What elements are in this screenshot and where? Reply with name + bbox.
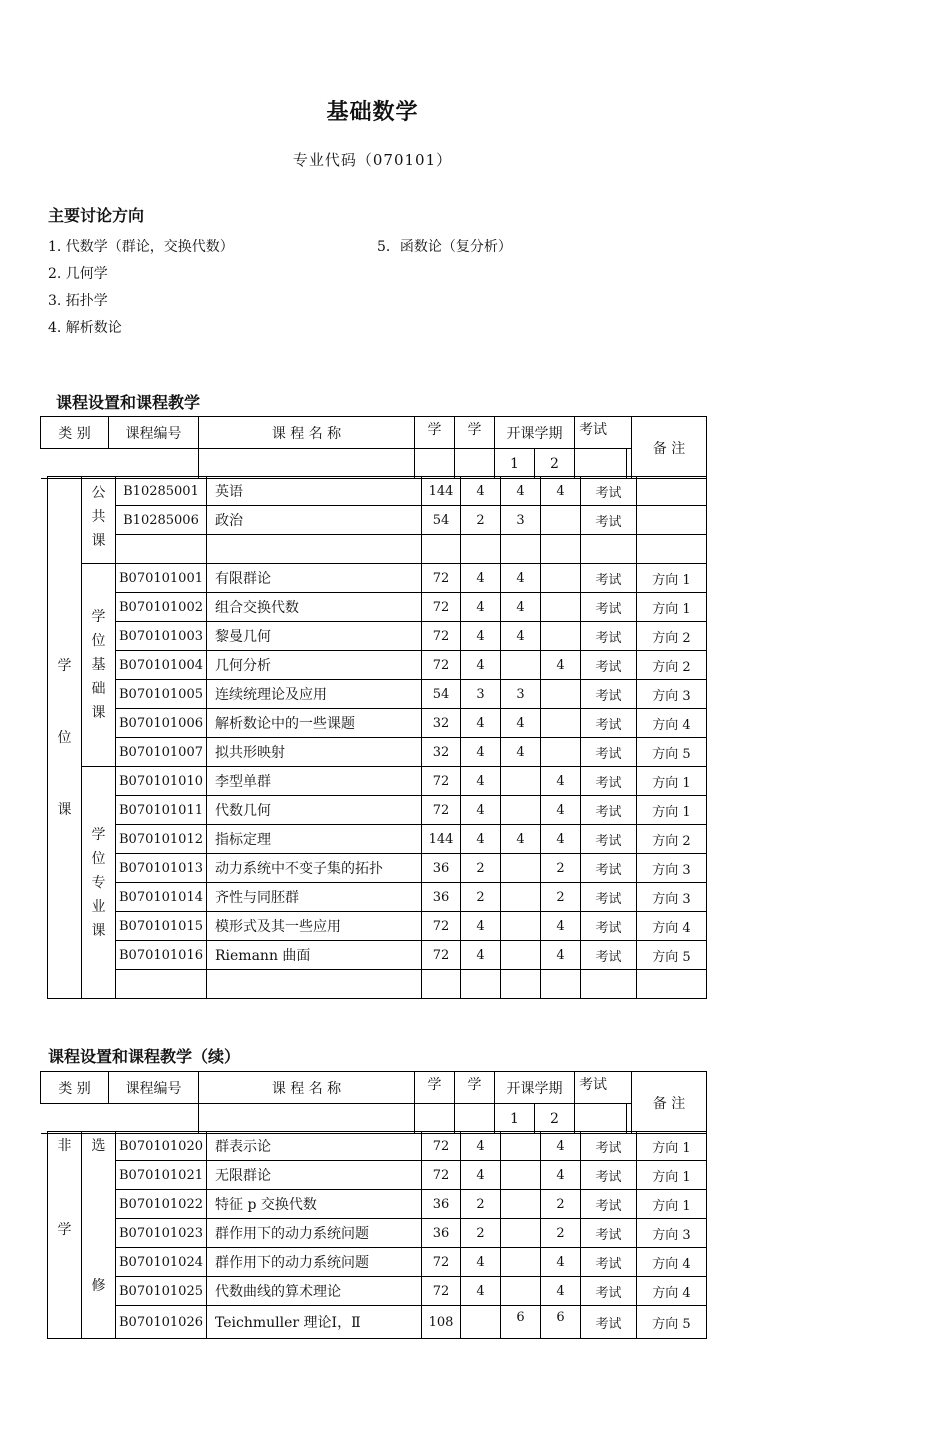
course-hours: 72 bbox=[422, 767, 461, 796]
course-credits: 4 bbox=[461, 1132, 501, 1161]
course-exam: 考试 bbox=[581, 1248, 637, 1277]
course-sem1: 4 bbox=[501, 477, 541, 506]
course-sem1 bbox=[501, 1248, 541, 1277]
course-name: 代数曲线的算术理论 bbox=[207, 1277, 422, 1306]
course-name: 齐性与同胚群 bbox=[207, 883, 422, 912]
course-credits: 4 bbox=[461, 796, 501, 825]
header-semester: 开课学期 bbox=[495, 1072, 575, 1104]
course-remark: 方向 3 bbox=[637, 854, 707, 883]
table-row bbox=[48, 825, 707, 854]
course-exam: 考试 bbox=[581, 941, 637, 970]
course-sem2 bbox=[541, 535, 581, 564]
course-code: B070101012 bbox=[116, 825, 207, 854]
group-char-1: 非 bbox=[57, 1138, 72, 1154]
subgroup-public: 公 共 课 bbox=[82, 477, 116, 564]
course-name: 政治 bbox=[207, 506, 422, 535]
course-hours: 72 bbox=[422, 1161, 461, 1190]
header-blank-gap bbox=[627, 449, 632, 479]
header-blank bbox=[41, 449, 199, 479]
subgroup-elective bbox=[82, 1132, 116, 1339]
table-row bbox=[48, 738, 707, 767]
course-code: B070101026 bbox=[116, 1306, 207, 1339]
course-name: 指标定理 bbox=[207, 825, 422, 854]
course-hours: 36 bbox=[422, 883, 461, 912]
table-row bbox=[48, 1161, 707, 1190]
header-sem1: 1 bbox=[495, 449, 535, 479]
course-code: B070101014 bbox=[116, 883, 207, 912]
course-remark: 方向 1 bbox=[637, 1132, 707, 1161]
course-exam: 考试 bbox=[581, 1306, 637, 1339]
course-remark: 方向 5 bbox=[637, 941, 707, 970]
course-credits: 4 bbox=[461, 622, 501, 651]
course-credits: 2 bbox=[461, 1190, 501, 1219]
course-sem2: 2 bbox=[541, 1219, 581, 1248]
course-sem1 bbox=[501, 1161, 541, 1190]
course-hours: 72 bbox=[422, 1277, 461, 1306]
header-name: 课 程 名 称 bbox=[199, 417, 415, 449]
subgroup-basic: 学 位 基 础 课 bbox=[82, 564, 116, 767]
table-row bbox=[48, 1306, 707, 1339]
table-row bbox=[48, 564, 707, 593]
header-blank-exam bbox=[575, 449, 627, 479]
table-row bbox=[48, 1190, 707, 1219]
course-sem2: 6 bbox=[541, 1306, 581, 1339]
course-sem1: 3 bbox=[501, 506, 541, 535]
course-hours bbox=[422, 970, 461, 999]
group-non-degree bbox=[48, 1132, 82, 1339]
header-credits: 学 bbox=[455, 417, 495, 449]
course-sem2: 2 bbox=[541, 1190, 581, 1219]
sub-char-2: 修 bbox=[91, 1278, 106, 1294]
major-code: 专业代码（070101） bbox=[292, 151, 453, 169]
table-row bbox=[48, 767, 707, 796]
table-row bbox=[48, 651, 707, 680]
course-hours: 72 bbox=[422, 796, 461, 825]
course-exam: 考试 bbox=[581, 767, 637, 796]
course-name: 群作用下的动力系统问题 bbox=[207, 1248, 422, 1277]
course-sem2: 4 bbox=[541, 912, 581, 941]
course-hours: 72 bbox=[422, 1132, 461, 1161]
header-remark: 备 注 bbox=[632, 417, 707, 479]
table2-body bbox=[47, 1131, 707, 1339]
course-sem2 bbox=[541, 564, 581, 593]
course-exam bbox=[581, 970, 637, 999]
course-credits bbox=[461, 535, 501, 564]
course-remark: 方向 2 bbox=[637, 825, 707, 854]
course-sem1 bbox=[501, 1132, 541, 1161]
course-name: 连续统理论及应用 bbox=[207, 680, 422, 709]
header-semester: 开课学期 bbox=[495, 417, 575, 449]
table2-header bbox=[40, 1071, 707, 1134]
course-sem2: 4 bbox=[541, 796, 581, 825]
course-name: 无限群论 bbox=[207, 1161, 422, 1190]
course-sem2: 4 bbox=[541, 1161, 581, 1190]
header-blank-credits bbox=[455, 1104, 495, 1134]
course-code: B070101004 bbox=[116, 651, 207, 680]
header-hours: 学 bbox=[415, 417, 455, 449]
course-code: B070101020 bbox=[116, 1132, 207, 1161]
course-credits: 2 bbox=[461, 883, 501, 912]
course-code: B070101021 bbox=[116, 1161, 207, 1190]
course-exam: 考试 bbox=[581, 1219, 637, 1248]
course-hours: 36 bbox=[422, 1190, 461, 1219]
course-exam: 考试 bbox=[581, 883, 637, 912]
header-blank-name bbox=[199, 449, 415, 479]
course-sem2 bbox=[541, 738, 581, 767]
course-sem2: 2 bbox=[541, 854, 581, 883]
course-name: 代数几何 bbox=[207, 796, 422, 825]
table-row bbox=[48, 854, 707, 883]
course-credits: 4 bbox=[461, 1161, 501, 1190]
course-sem1 bbox=[501, 535, 541, 564]
course-name: 动力系统中不变子集的拓扑 bbox=[207, 854, 422, 883]
course-hours: 108 bbox=[422, 1306, 461, 1339]
direction-1: 1. 代数学（群论，交换代数） bbox=[48, 239, 234, 255]
course-code: B070101010 bbox=[116, 767, 207, 796]
course-sem1: 4 bbox=[501, 825, 541, 854]
course-exam: 考试 bbox=[581, 796, 637, 825]
course-exam: 考试 bbox=[581, 854, 637, 883]
course-code: B070101011 bbox=[116, 796, 207, 825]
course-sem2 bbox=[541, 970, 581, 999]
course-sem2: 4 bbox=[541, 1248, 581, 1277]
header-code: 课程编号 bbox=[109, 417, 199, 449]
course-sem2: 4 bbox=[541, 1132, 581, 1161]
table-row bbox=[48, 1132, 707, 1161]
course-remark: 方向 3 bbox=[637, 680, 707, 709]
course-sem1: 4 bbox=[501, 622, 541, 651]
course-hours: 32 bbox=[422, 738, 461, 767]
table-row bbox=[48, 796, 707, 825]
sub-char-1: 选 bbox=[91, 1138, 106, 1154]
header-blank-gap bbox=[627, 1104, 632, 1134]
table-row bbox=[48, 593, 707, 622]
course-credits: 4 bbox=[461, 767, 501, 796]
course-credits: 4 bbox=[461, 912, 501, 941]
table-row bbox=[48, 535, 707, 564]
course-hours: 54 bbox=[422, 680, 461, 709]
course-sem1: 3 bbox=[501, 680, 541, 709]
course-code: B070101025 bbox=[116, 1277, 207, 1306]
course-name: 解析数论中的一些课题 bbox=[207, 709, 422, 738]
course-credits: 4 bbox=[461, 1277, 501, 1306]
course-remark: 方向 1 bbox=[637, 593, 707, 622]
course-code: B070101003 bbox=[116, 622, 207, 651]
header-code: 课程编号 bbox=[109, 1072, 199, 1104]
table1-heading: 课程设置和课程教学 bbox=[56, 393, 201, 412]
header-sem2: 2 bbox=[535, 1104, 575, 1134]
course-name: 特征 p 交换代数 bbox=[207, 1190, 422, 1219]
header-category: 类 别 bbox=[41, 417, 109, 449]
course-sem2: 4 bbox=[541, 1277, 581, 1306]
course-hours: 72 bbox=[422, 941, 461, 970]
subgroup-major: 学 位 专 业 课 bbox=[82, 767, 116, 999]
table2-heading: 课程设置和课程教学（续） bbox=[48, 1047, 241, 1066]
course-sem1 bbox=[501, 883, 541, 912]
course-name: 几何分析 bbox=[207, 651, 422, 680]
course-hours: 144 bbox=[422, 825, 461, 854]
course-name bbox=[207, 535, 422, 564]
course-name bbox=[207, 970, 422, 999]
course-hours: 36 bbox=[422, 854, 461, 883]
header-blank bbox=[41, 1104, 199, 1134]
course-code: B10285001 bbox=[116, 477, 207, 506]
header-sem2: 2 bbox=[535, 449, 575, 479]
course-sem2: 4 bbox=[541, 651, 581, 680]
course-sem1 bbox=[501, 912, 541, 941]
course-sem1 bbox=[501, 1219, 541, 1248]
course-sem1 bbox=[501, 970, 541, 999]
course-sem2: 4 bbox=[541, 767, 581, 796]
course-remark: 方向 4 bbox=[637, 1277, 707, 1306]
course-name: 拟共形映射 bbox=[207, 738, 422, 767]
course-code: B070101023 bbox=[116, 1219, 207, 1248]
course-code: B070101002 bbox=[116, 593, 207, 622]
course-code: B070101016 bbox=[116, 941, 207, 970]
course-sem1: 4 bbox=[501, 593, 541, 622]
direction-4: 4. 解析数论 bbox=[48, 320, 122, 336]
course-hours: 72 bbox=[422, 564, 461, 593]
course-remark: 方向 1 bbox=[637, 564, 707, 593]
course-credits: 4 bbox=[461, 1248, 501, 1277]
course-sem1 bbox=[501, 796, 541, 825]
course-sem2: 4 bbox=[541, 825, 581, 854]
course-exam: 考试 bbox=[581, 477, 637, 506]
header-blank-credits bbox=[455, 449, 495, 479]
course-credits: 4 bbox=[461, 825, 501, 854]
course-exam: 考试 bbox=[581, 506, 637, 535]
course-code: B070101015 bbox=[116, 912, 207, 941]
course-hours bbox=[422, 535, 461, 564]
course-exam: 考试 bbox=[581, 825, 637, 854]
course-remark: 方向 4 bbox=[637, 709, 707, 738]
course-hours: 72 bbox=[422, 622, 461, 651]
table-row bbox=[48, 506, 707, 535]
header-blank-name bbox=[199, 1104, 415, 1134]
course-sem1: 4 bbox=[501, 564, 541, 593]
course-remark: 方向 2 bbox=[637, 651, 707, 680]
course-exam: 考试 bbox=[581, 564, 637, 593]
course-sem1 bbox=[501, 1277, 541, 1306]
group-char-2: 学 bbox=[57, 1222, 72, 1238]
course-code bbox=[116, 970, 207, 999]
course-remark: 方向 1 bbox=[637, 1161, 707, 1190]
course-remark: 方向 1 bbox=[637, 796, 707, 825]
course-code: B10285006 bbox=[116, 506, 207, 535]
course-sem2 bbox=[541, 680, 581, 709]
course-hours: 72 bbox=[422, 593, 461, 622]
course-sem2 bbox=[541, 593, 581, 622]
course-credits: 2 bbox=[461, 506, 501, 535]
table-row bbox=[48, 941, 707, 970]
header-exam: 考试 bbox=[575, 417, 632, 449]
course-hours: 36 bbox=[422, 1219, 461, 1248]
course-exam: 考试 bbox=[581, 1132, 637, 1161]
table-row bbox=[48, 622, 707, 651]
course-sem2: 4 bbox=[541, 477, 581, 506]
course-name: 群表示论 bbox=[207, 1132, 422, 1161]
course-sem2 bbox=[541, 709, 581, 738]
course-code: B070101024 bbox=[116, 1248, 207, 1277]
course-remark bbox=[637, 970, 707, 999]
table-row bbox=[48, 1219, 707, 1248]
course-hours: 72 bbox=[422, 651, 461, 680]
course-name: 英语 bbox=[207, 477, 422, 506]
course-code: B070101005 bbox=[116, 680, 207, 709]
course-sem1 bbox=[501, 854, 541, 883]
course-code: B070101013 bbox=[116, 854, 207, 883]
table-row bbox=[48, 709, 707, 738]
course-remark: 方向 4 bbox=[637, 912, 707, 941]
course-credits: 2 bbox=[461, 854, 501, 883]
course-name: 有限群论 bbox=[207, 564, 422, 593]
course-credits: 4 bbox=[461, 593, 501, 622]
course-sem2: 4 bbox=[541, 941, 581, 970]
directions-heading: 主要讨论方向 bbox=[48, 206, 145, 225]
course-hours: 72 bbox=[422, 912, 461, 941]
course-sem1 bbox=[501, 651, 541, 680]
course-code: B070101022 bbox=[116, 1190, 207, 1219]
course-exam: 考试 bbox=[581, 593, 637, 622]
header-blank-hours bbox=[415, 449, 455, 479]
header-remark: 备 注 bbox=[632, 1072, 707, 1134]
course-sem2 bbox=[541, 622, 581, 651]
table-row bbox=[48, 680, 707, 709]
course-sem1 bbox=[501, 941, 541, 970]
course-name: Teichmuller 理论Ⅰ，Ⅱ bbox=[207, 1306, 422, 1339]
direction-2: 2. 几何学 bbox=[48, 266, 108, 282]
course-hours: 144 bbox=[422, 477, 461, 506]
course-credits: 4 bbox=[461, 477, 501, 506]
header-sem1: 1 bbox=[495, 1104, 535, 1134]
header-category: 类 别 bbox=[41, 1072, 109, 1104]
course-remark: 方向 3 bbox=[637, 883, 707, 912]
header-credits: 学 bbox=[455, 1072, 495, 1104]
course-credits bbox=[461, 970, 501, 999]
table-row bbox=[48, 970, 707, 999]
course-credits: 4 bbox=[461, 651, 501, 680]
course-sem2: 2 bbox=[541, 883, 581, 912]
direction-3: 3. 拓扑学 bbox=[48, 293, 108, 309]
course-exam: 考试 bbox=[581, 912, 637, 941]
course-sem1: 4 bbox=[501, 738, 541, 767]
course-code bbox=[116, 535, 207, 564]
course-remark: 方向 4 bbox=[637, 1248, 707, 1277]
course-exam: 考试 bbox=[581, 622, 637, 651]
table-row bbox=[48, 1248, 707, 1277]
direction-5: 5．函数论（复分析） bbox=[377, 239, 512, 255]
course-sem2 bbox=[541, 506, 581, 535]
header-blank-exam bbox=[575, 1104, 627, 1134]
course-name: 黎曼几何 bbox=[207, 622, 422, 651]
course-remark: 方向 3 bbox=[637, 1219, 707, 1248]
table-row bbox=[48, 1277, 707, 1306]
course-name: Riemann 曲面 bbox=[207, 941, 422, 970]
course-remark: 方向 5 bbox=[637, 1306, 707, 1339]
course-sem1 bbox=[501, 767, 541, 796]
header-blank-hours bbox=[415, 1104, 455, 1134]
course-exam: 考试 bbox=[581, 1161, 637, 1190]
table-row bbox=[48, 477, 707, 506]
course-credits: 4 bbox=[461, 941, 501, 970]
course-remark bbox=[637, 535, 707, 564]
course-remark bbox=[637, 506, 707, 535]
course-name: 群作用下的动力系统问题 bbox=[207, 1219, 422, 1248]
course-sem1: 6 bbox=[501, 1306, 541, 1339]
table-row bbox=[48, 912, 707, 941]
course-sem1: 4 bbox=[501, 709, 541, 738]
course-credits: 2 bbox=[461, 1219, 501, 1248]
course-credits: 4 bbox=[461, 564, 501, 593]
course-credits: 4 bbox=[461, 738, 501, 767]
course-code: B070101007 bbox=[116, 738, 207, 767]
course-exam: 考试 bbox=[581, 651, 637, 680]
course-exam: 考试 bbox=[581, 680, 637, 709]
course-credits bbox=[461, 1306, 501, 1339]
course-hours: 72 bbox=[422, 1248, 461, 1277]
table1-body bbox=[47, 476, 707, 999]
course-code: B070101006 bbox=[116, 709, 207, 738]
course-sem1 bbox=[501, 1190, 541, 1219]
page-title: 基础数学 bbox=[326, 100, 419, 125]
header-hours: 学 bbox=[415, 1072, 455, 1104]
course-credits: 4 bbox=[461, 709, 501, 738]
header-name: 课 程 名 称 bbox=[199, 1072, 415, 1104]
course-remark: 方向 2 bbox=[637, 622, 707, 651]
course-name: 李型单群 bbox=[207, 767, 422, 796]
group-degree-courses: 学 位 课 bbox=[48, 477, 82, 999]
course-remark: 方向 1 bbox=[637, 1190, 707, 1219]
course-hours: 32 bbox=[422, 709, 461, 738]
course-remark: 方向 1 bbox=[637, 767, 707, 796]
course-credits: 3 bbox=[461, 680, 501, 709]
course-exam: 考试 bbox=[581, 1190, 637, 1219]
course-exam bbox=[581, 535, 637, 564]
course-code: B070101001 bbox=[116, 564, 207, 593]
course-name: 组合交换代数 bbox=[207, 593, 422, 622]
course-exam: 考试 bbox=[581, 709, 637, 738]
course-exam: 考试 bbox=[581, 738, 637, 767]
course-name: 模形式及其一些应用 bbox=[207, 912, 422, 941]
course-hours: 54 bbox=[422, 506, 461, 535]
table1-header bbox=[40, 416, 707, 479]
table-row bbox=[48, 883, 707, 912]
course-exam: 考试 bbox=[581, 1277, 637, 1306]
header-exam: 考试 bbox=[575, 1072, 632, 1104]
course-remark: 方向 5 bbox=[637, 738, 707, 767]
course-remark bbox=[637, 477, 707, 506]
